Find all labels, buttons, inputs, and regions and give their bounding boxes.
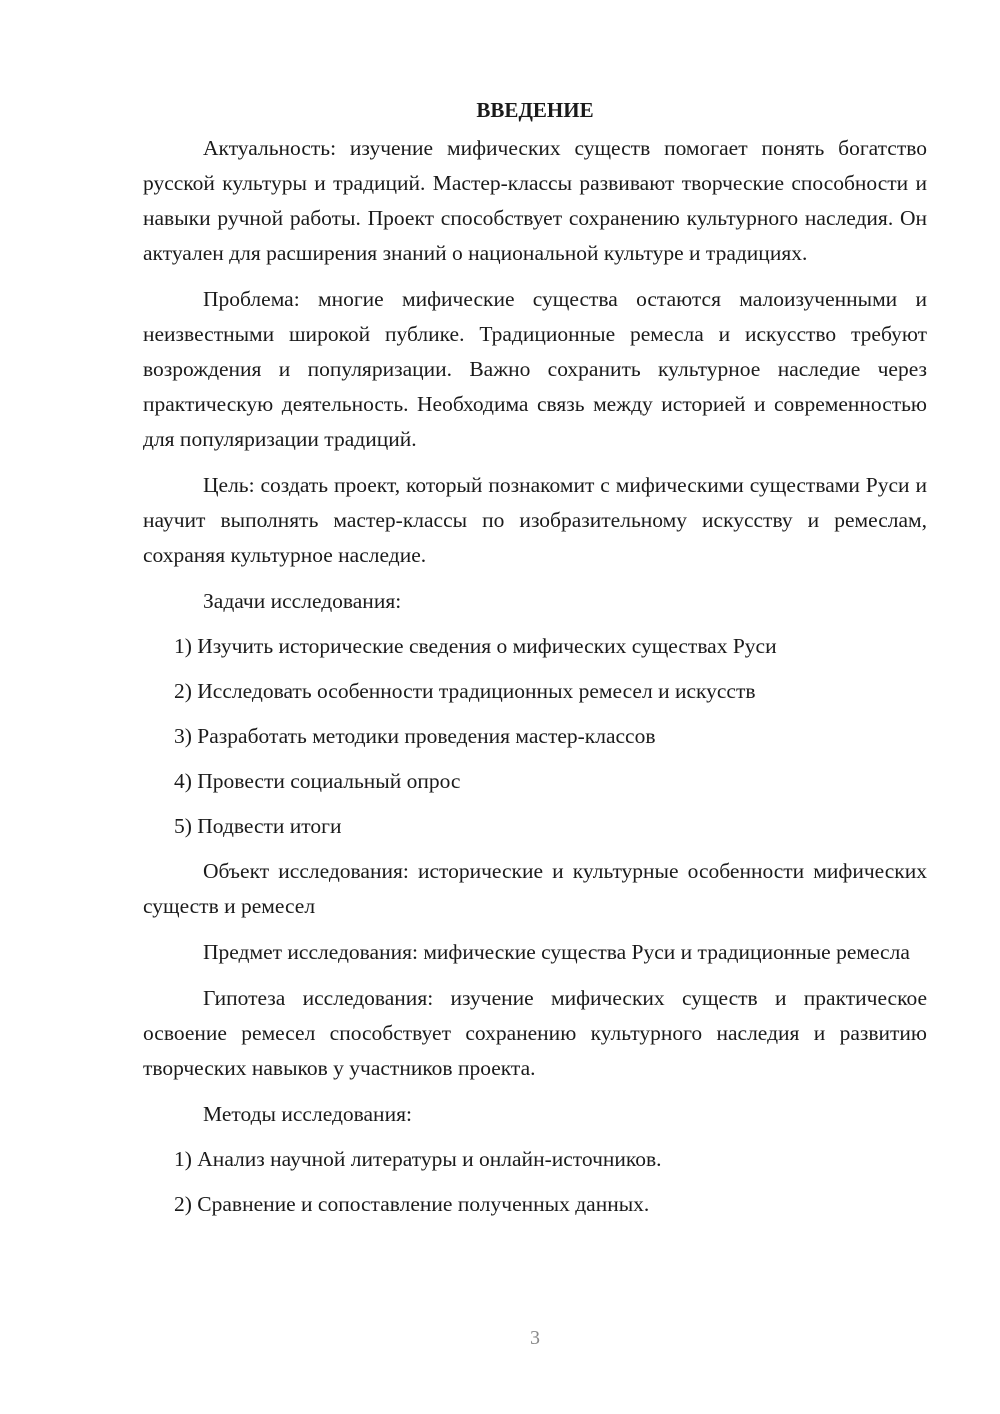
list-item: 2) Исследовать особенности традиционных ремесел и искусств [174, 679, 756, 703]
hypothesis-paragraph: Гипотеза исследования: изучение мифических существ и практическое освоение ремесел способствует сохранению культурного наследия и развитию творческих навыков у участников проекта. [143, 986, 927, 1080]
problem-paragraph: Проблема: многие мифические существа остаются малоизученными и неизвестными широкой публике. Традиционные ремесла и искусство требуют возрождения и популяризации. Важно сохранить культурное наследие через практическую деятельность. Необходима связь между историей и современностью для популяризации традиций. [143, 287, 927, 451]
tasks-list [143, 629, 927, 844]
relevance-paragraph: Актуальность: изучение мифических существ помогает понять богатство русской культуры и традиций. Мастер-классы развивают творческие способности и навыки ручной работы. Проект способствует сохранению культурного наследия. Он актуален для расширения знаний о национальной культуре и традициях. [143, 136, 927, 265]
goal-paragraph: Цель: создать проект, который познакомит с мифическими существами Руси и научит выполнять мастер-классы по изобразительному искусству и ремеслам, сохраняя культурное наследие. [143, 473, 927, 567]
list-item: 1) Анализ научной литературы и онлайн-источников. [174, 1147, 662, 1171]
tasks-heading: Задачи исследования: [203, 589, 402, 613]
list-item: 4) Провести социальный опрос [174, 769, 461, 793]
document-title: ВВЕДЕНИЕ [476, 98, 594, 122]
list-item: 5) Подвести итоги [174, 814, 342, 838]
document-page [143, 93, 927, 1232]
list-item: 2) Сравнение и сопоставление полученных данных. [174, 1192, 650, 1216]
methods-heading: Методы исследования: [203, 1102, 412, 1126]
list-item: 3) Разработать методики проведения мастер-классов [174, 724, 656, 748]
methods-list [143, 1142, 927, 1222]
list-item: 1) Изучить исторические сведения о мифических существах Руси [174, 634, 777, 658]
subject-paragraph: Предмет исследования: мифические существа Руси и традиционные ремесла [203, 940, 910, 964]
object-paragraph: Объект исследования: исторические и культурные особенности мифических существ и ремесел [143, 859, 927, 918]
page-number: 3 [530, 1327, 540, 1349]
